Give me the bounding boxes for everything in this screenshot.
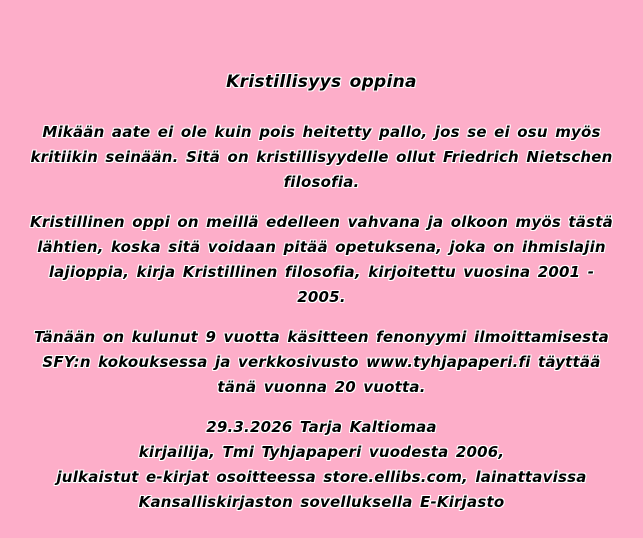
text-line: lajioppia, kirja Kristillinen filosofia, kirjoitettu vuosina 2001 - — [48, 263, 595, 281]
text-line: SFY:n kokouksessa ja verkkosivusto www.tyhjapaperi.fi täyttää — [42, 353, 601, 371]
text-line: Tänään on kulunut 9 vuotta käsitteen fenonyymi ilmoittamisesta — [34, 328, 609, 346]
signature-block — [0, 415, 643, 515]
signature-occupation: kirjailija, Tmi Tyhjapaperi vuodesta 2006, — [138, 443, 505, 461]
text-line: tänä vuonna 20 vuotta. — [217, 378, 426, 396]
paragraph-fenonyymi — [0, 325, 643, 400]
text-line: kritiikin seinään. Sitä on kristillisyydelle ollut Friedrich Nietschen — [30, 148, 613, 166]
text-line: Kristillinen oppi on meillä edelleen vahvana ja olkoon myös tästä — [30, 213, 613, 231]
signature-ebooks-info: julkaistut e-kirjat osoitteessa store.ellibs.com, lainattavissa — [56, 468, 587, 486]
signature-date-author: 29.3.2026 Tarja Kaltiomaa — [206, 418, 437, 436]
text-line: Mikään aate ei ole kuin pois heitetty pallo, jos se ei osu myös — [42, 123, 601, 141]
text-line: 2005. — [297, 288, 346, 306]
signature-library-info: Kansalliskirjaston sovelluksella E-Kirjasto — [138, 493, 505, 511]
text-line: filosofia. — [283, 173, 360, 191]
paragraph-nietsche — [0, 120, 643, 195]
paragraph-kristillinen-oppi — [0, 210, 643, 310]
text-line: lähtien, koska sitä voidaan pitää opetuksena, joka on ihmislajin — [37, 238, 606, 256]
page-title: Kristillisyys oppina — [226, 72, 417, 92]
